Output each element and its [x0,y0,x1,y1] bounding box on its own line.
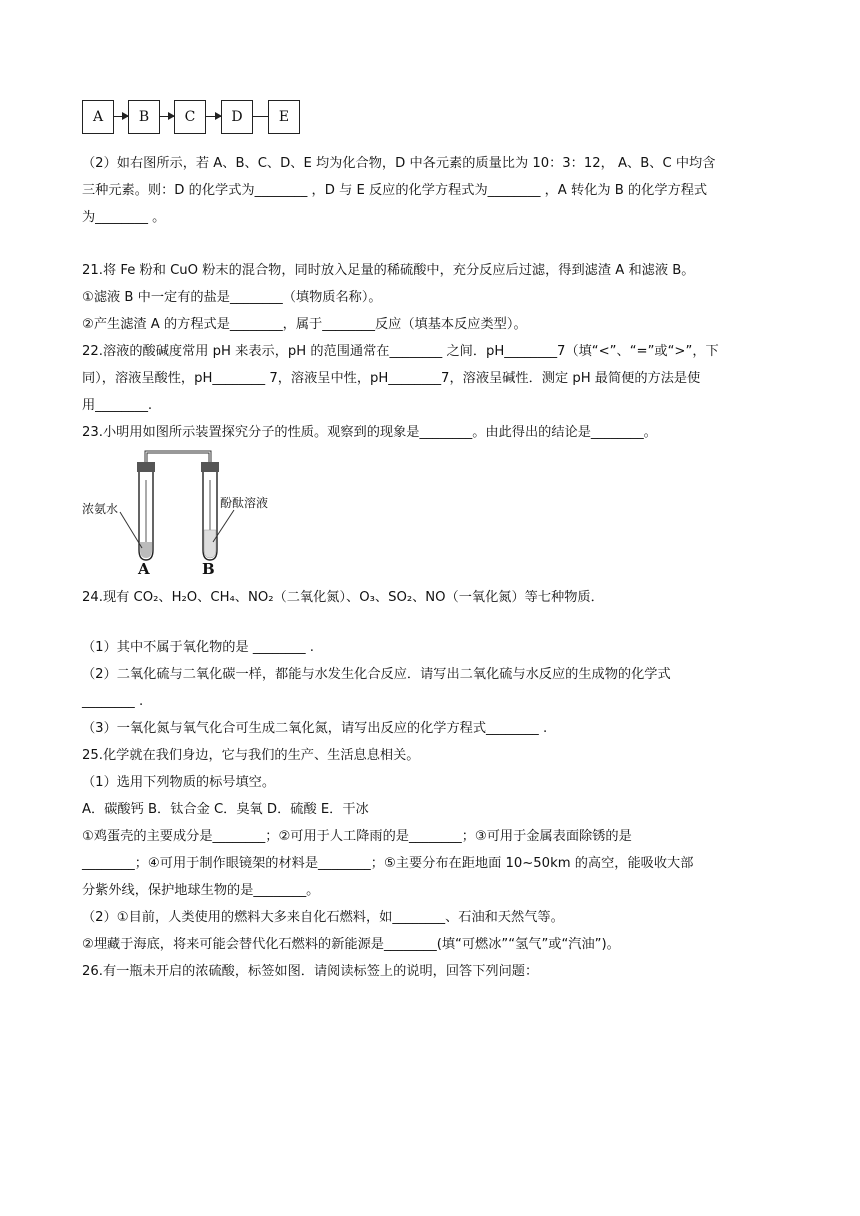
tube-label-a: A [138,560,150,578]
arrow-a-b [114,116,128,117]
arrow-b-c [160,116,174,117]
box-c: C [174,100,206,134]
apparatus-figure [82,450,282,580]
q21-part2: ②产生滤渣 A 的方程式是________，属于________反应（填基本反应类型）。 [82,317,527,332]
q25-part2-line2: ②埋藏于海底，将来可能会替代化石燃料的新能源是________(填“可燃冰”“氢气”或“汽油”)。 [82,937,620,952]
q24-part2-line2: ________ . [82,694,144,709]
q24-part1: （1）其中不属于氧化物的是 ________ . [82,640,314,655]
tube-label-b: B [202,560,215,578]
label-concentrated-ammonia: 浓氨水 [82,502,119,516]
q26-stem: 26.有一瓶未开启的浓硫酸，标签如图．请阅读标签上的说明，回答下列问题： [82,964,539,979]
q20-part2-line1: （2）如右图所示，若 A、B、C、D、E 均为化合物，D 中各元素的质量比为 10：3：12， A、B、C 中均含 [82,156,716,171]
q25-line3: 分紫外线，保护地球生物的是________。 [82,883,320,898]
box-b: B [128,100,160,134]
q23-stem: 23.小明用如图所示装置探究分子的性质。观察到的现象是________。由此得出的结论是________。 [82,425,657,440]
arrow-c-d [206,116,221,117]
q22-line1: 22.溶液的酸碱度常用 pH 来表示，pH 的范围通常在________ 之间．pH________7（填“<”、“=”或“>”，下 [82,344,719,359]
box-e: E [268,100,300,134]
q24-part2-line1: （2）二氧化硫与二氧化碳一样，都能与水发生化合反应．请写出二氧化硫与水反应的生成物的化学式 [82,667,671,682]
q24-stem: 24.现有 CO₂、H₂O、CH₄、NO₂（二氧化氮）、O₃、SO₂、NO（一氧化氮）等七种物质． [82,590,604,605]
q25-line1: ①鸡蛋壳的主要成分是________；②可用于人工降雨的是________；③可用于金属表面除锈的是 [82,829,632,844]
box-d: D [221,100,253,134]
q22-line2: 同），溶液呈酸性，pH________ 7，溶液呈中性，pH________7，溶液呈碱性．测定 pH 最简便的方法是使 [82,371,701,386]
q22-line3: 用________. [82,398,153,413]
q20-part2-line2: 三种元素。则：D 的化学式为________ ，D 与 E 反应的化学方程式为________ ，A 转化为 B 的化学方程式 [82,183,708,198]
label-phenolphthalein: 酚酞溶液 [220,496,269,510]
q21-stem: 21.将 Fe 粉和 CuO 粉末的混合物，同时放入足量的稀硫酸中，充分反应后过滤，得到滤渣 A 和滤液 B。 [82,263,695,278]
q21-part1: ①滤液 B 中一定有的盐是________（填物质名称）。 [82,290,382,305]
q20-part2-line3: 为________ 。 [82,210,166,225]
q25-line2: ________；④可用于制作眼镜架的材料是________；⑤主要分布在距地面 10~50km 的高空，能吸收大部 [82,856,694,871]
line-d-e [253,116,268,117]
q25-part2-line1: （2）①目前，人类使用的燃料大多来自化石燃料，如________、石油和天然气等。 [82,910,564,925]
q24-part3: （3）一氧化氮与氧气化合可生成二氧化氮，请写出反应的化学方程式________ . [82,721,548,736]
q25-stem: 25.化学就在我们身边，它与我们的生产、生活息息相关。 [82,748,420,763]
box-a: A [82,100,114,134]
q25-part1: （1）选用下列物质的标号填空。 [82,775,276,790]
q25-options: A．碳酸钙 B．钛合金 C．臭氧 D．硫酸 E．干冰 [82,802,369,817]
